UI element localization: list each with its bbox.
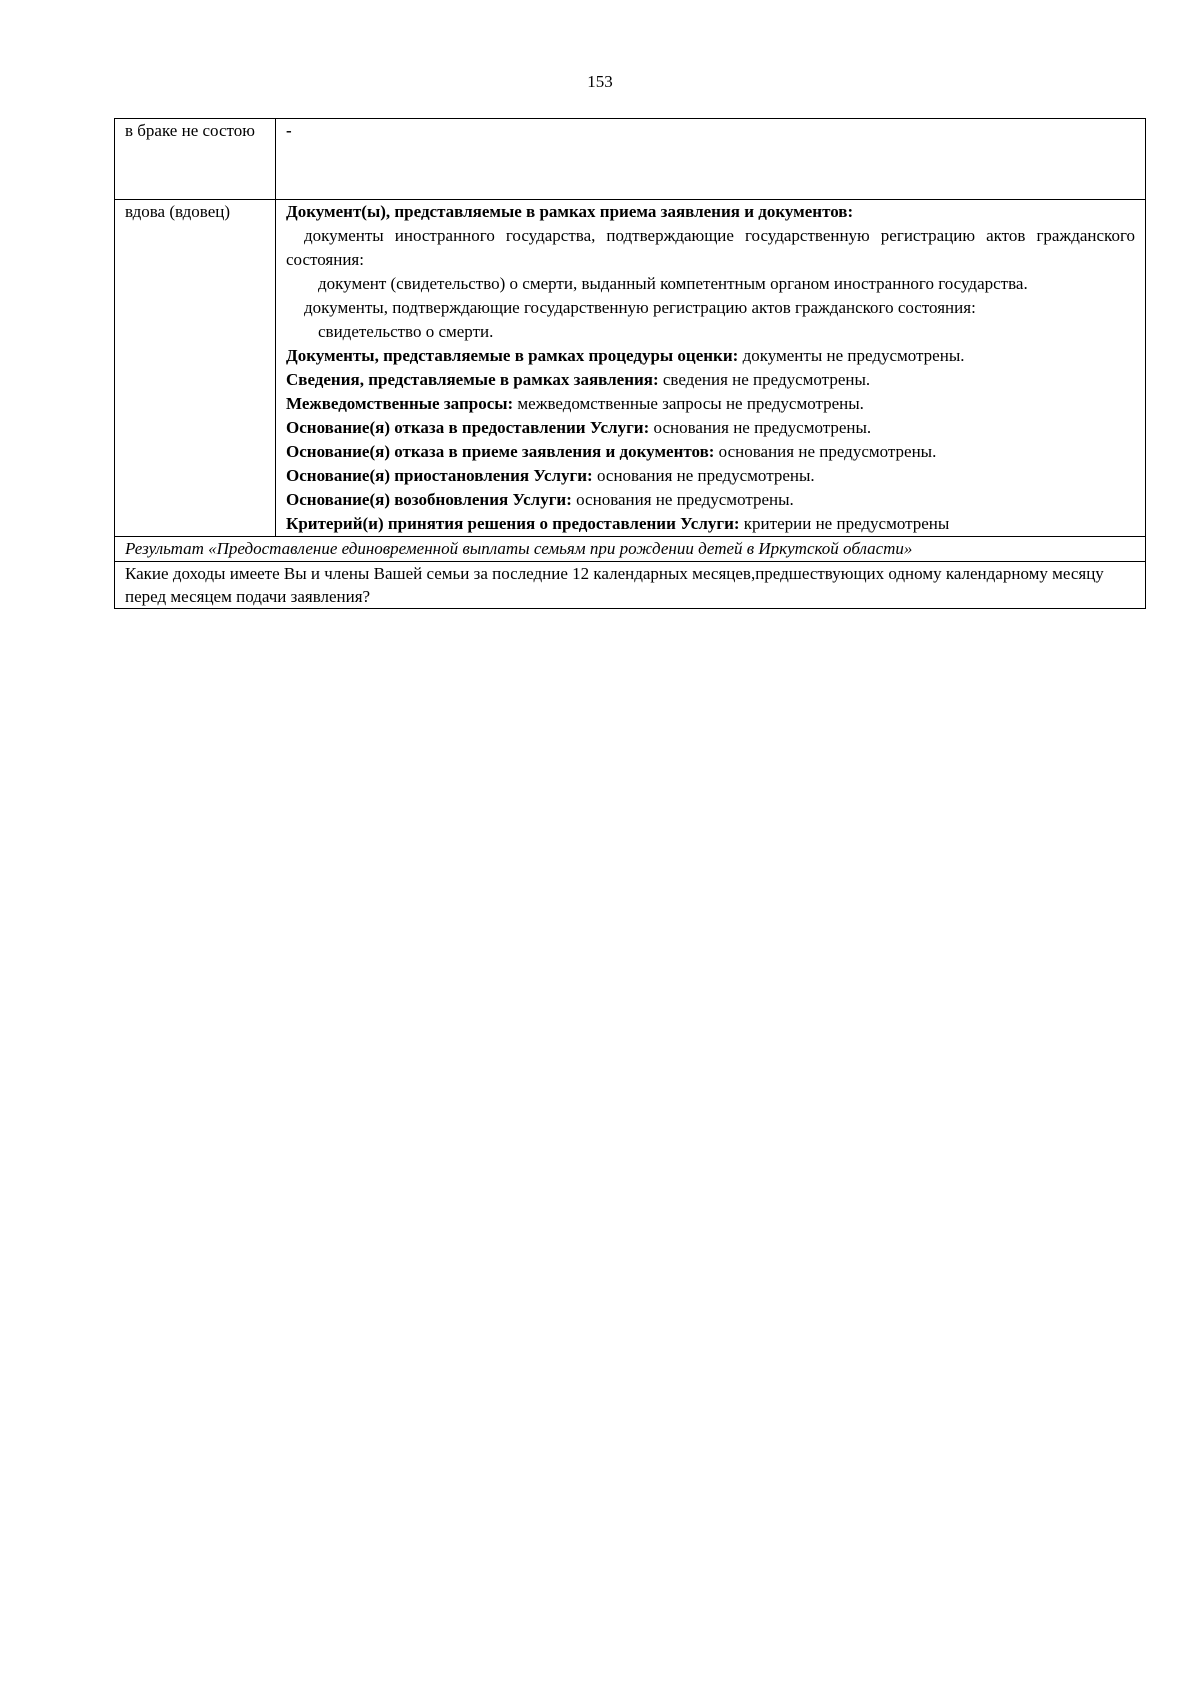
field-decision-criteria: Критерий(и) принятия решения о предоставлении Услуги: критерии не предусмотрены [286,514,950,533]
document-table [114,118,1146,609]
page-number: 153 [587,72,613,91]
field-resumption: Основание(я) возобновления Услуги: основания не предусмотрены. [286,490,794,509]
row-label-not-married: в браке не состою [115,119,276,200]
death-certificate-text: свидетельство о смерти. [318,322,494,341]
field-refusal-service: Основание(я) отказа в предоставлении Услуги: основания не предусмотрены. [286,418,872,437]
table-row [115,537,1146,562]
documents-heading: Документ(ы), представляемые в рамках приема заявления и документов: [286,202,854,221]
row-content-widow [276,200,1146,537]
row-label-widow: вдова (вдовец) [115,200,276,537]
field-refusal-acceptance: Основание(я) отказа в приеме заявления и документов: основания не предусмотрены. [286,442,937,461]
field-suspension: Основание(я) приостановления Услуги: основания не предусмотрены. [286,466,815,485]
field-evaluation-documents: Документы, представляемые в рамках процедуры оценки: документы не предусмотрены. [286,346,965,365]
field-interagency-requests: Межведомственные запросы: межведомственные запросы не предусмотрены. [286,394,864,413]
table-row [115,562,1146,609]
income-question: Какие доходы имеете Вы и члены Вашей семьи за последние 12 календарных месяцев,предшествующих одному календарному месяцу перед месяцем подачи заявления? [115,562,1146,609]
field-application-info: Сведения, представляемые в рамках заявления: сведения не предусмотрены. [286,370,871,389]
table-row [115,200,1146,537]
foreign-documents-text: документы иностранного государства, подтверждающие государственную регистрацию актов гражданского состояния: [286,226,1135,269]
dash-value: - [286,121,292,140]
domestic-documents-text: документы, подтверждающие государственную регистрацию актов гражданского состояния: [304,298,976,317]
foreign-death-certificate-text: документ (свидетельство) о смерти, выданный компетентным органом иностранного государства. [318,274,1028,293]
row-value-not-married [276,119,1146,200]
table-row [115,119,1146,200]
result-title: Результат «Предоставление единовременной выплаты семьям при рождении детей в Иркутской области» [115,537,1146,562]
